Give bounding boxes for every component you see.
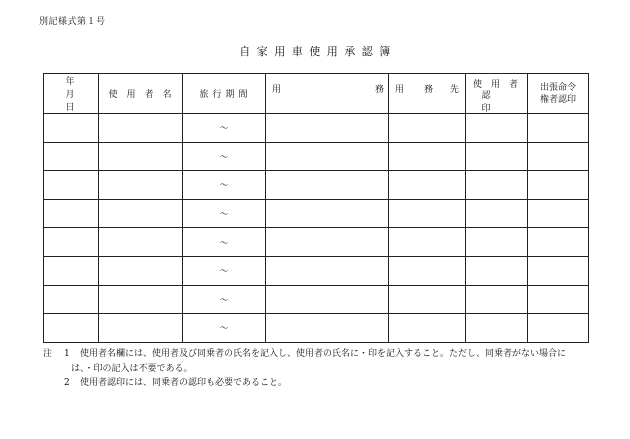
note-2-text: 使用者認印には、同乗者の認印も必要であること。 <box>80 378 288 388</box>
cell-date[interactable] <box>44 228 99 257</box>
note-1-text-continued: は、・印の記入は不要である。 <box>71 363 193 374</box>
cell-approval-seal[interactable] <box>528 142 589 171</box>
cell-travel-period[interactable]: ～ <box>183 314 266 343</box>
cell-destination[interactable] <box>389 314 466 343</box>
cell-user-name[interactable] <box>99 256 183 285</box>
note-1-text: 使用者名欄には、使用者及び同乗者の氏名を記入し、使用者の氏名に・印を記入すること。ただし、同乗者がない場合に <box>80 349 567 359</box>
table-row <box>44 114 589 143</box>
cell-travel-period[interactable]: ～ <box>183 256 266 285</box>
cell-date[interactable] <box>44 171 99 200</box>
note-1-line-2 <box>43 362 603 377</box>
cell-user-name[interactable] <box>99 228 183 257</box>
cell-date[interactable] <box>44 314 99 343</box>
header-user-seal-line1: 使用者 <box>473 80 528 90</box>
cell-travel-period[interactable]: ～ <box>183 171 266 200</box>
cell-user-seal[interactable] <box>466 256 528 285</box>
header-destination-right: 先 <box>449 85 459 95</box>
table-row <box>44 199 589 228</box>
header-travel-period: 旅行期間 <box>183 74 266 114</box>
cell-destination[interactable] <box>389 285 466 314</box>
header-date: 年 月 日 <box>44 74 99 114</box>
cell-user-name[interactable] <box>99 285 183 314</box>
header-destination-mid: 務 <box>424 85 434 95</box>
cell-date[interactable] <box>44 114 99 143</box>
header-purpose-right: 務 <box>374 85 384 95</box>
cell-purpose[interactable] <box>266 142 389 171</box>
cell-approval-seal[interactable] <box>528 314 589 343</box>
note-1-line-1 <box>43 347 603 362</box>
cell-user-seal[interactable] <box>466 171 528 200</box>
header-destination-left: 用 <box>395 85 405 95</box>
header-approval-line1: 出張命令 <box>539 82 576 93</box>
note-2-line <box>43 376 603 391</box>
note-1-number: 1 <box>64 349 70 359</box>
cell-purpose[interactable] <box>266 171 389 200</box>
header-row <box>44 74 589 114</box>
cell-date[interactable] <box>44 142 99 171</box>
table-row <box>44 171 589 200</box>
cell-destination[interactable] <box>389 114 466 143</box>
cell-purpose[interactable] <box>266 114 389 143</box>
form-number: 別記様式第１号 <box>39 17 106 27</box>
cell-approval-seal[interactable] <box>528 171 589 200</box>
cell-destination[interactable] <box>389 171 466 200</box>
cell-user-name[interactable] <box>99 199 183 228</box>
cell-purpose[interactable] <box>266 285 389 314</box>
cell-travel-period[interactable]: ～ <box>183 285 266 314</box>
cell-date[interactable] <box>44 256 99 285</box>
cell-user-seal[interactable] <box>466 199 528 228</box>
header-purpose <box>266 74 389 114</box>
cell-purpose[interactable] <box>266 256 389 285</box>
cell-user-name[interactable] <box>99 142 183 171</box>
table-row <box>44 256 589 285</box>
cell-travel-period[interactable]: ～ <box>183 228 266 257</box>
cell-travel-period[interactable]: ～ <box>183 114 266 143</box>
cell-travel-period[interactable]: ～ <box>183 142 266 171</box>
note-2-number: 2 <box>64 378 70 388</box>
cell-approval-seal[interactable] <box>528 228 589 257</box>
header-user-seal-line2: 認印 <box>481 91 519 114</box>
header-purpose-left: 用 <box>272 85 282 95</box>
cell-user-seal[interactable] <box>466 142 528 171</box>
cell-date[interactable] <box>44 199 99 228</box>
cell-purpose[interactable] <box>266 314 389 343</box>
table-row <box>44 314 589 343</box>
table-row <box>44 228 589 257</box>
cell-date[interactable] <box>44 285 99 314</box>
header-approval-line2: 権者認印 <box>539 94 576 105</box>
header-approval-seal <box>528 74 589 114</box>
cell-destination[interactable] <box>389 142 466 171</box>
notes-section <box>43 347 603 391</box>
header-user-seal <box>466 74 528 114</box>
cell-user-seal[interactable] <box>466 285 528 314</box>
header-destination <box>389 74 466 114</box>
cell-travel-period[interactable]: ～ <box>183 199 266 228</box>
cell-approval-seal[interactable] <box>528 285 589 314</box>
table-row <box>44 142 589 171</box>
cell-approval-seal[interactable] <box>528 114 589 143</box>
notes-prefix: 注 <box>43 349 53 359</box>
cell-user-seal[interactable] <box>466 114 528 143</box>
cell-user-name[interactable] <box>99 114 183 143</box>
document-title: 自家用車使用承認簿 <box>239 45 397 58</box>
cell-user-name[interactable] <box>99 171 183 200</box>
cell-approval-seal[interactable] <box>528 199 589 228</box>
cell-user-seal[interactable] <box>466 314 528 343</box>
table-row <box>44 285 589 314</box>
cell-purpose[interactable] <box>266 199 389 228</box>
cell-destination[interactable] <box>389 199 466 228</box>
cell-user-name[interactable] <box>99 314 183 343</box>
cell-user-seal[interactable] <box>466 228 528 257</box>
cell-purpose[interactable] <box>266 228 389 257</box>
header-user-name: 使用者名 <box>99 74 183 114</box>
cell-approval-seal[interactable] <box>528 256 589 285</box>
cell-destination[interactable] <box>389 228 466 257</box>
cell-destination[interactable] <box>389 256 466 285</box>
approval-register-table <box>43 73 589 343</box>
